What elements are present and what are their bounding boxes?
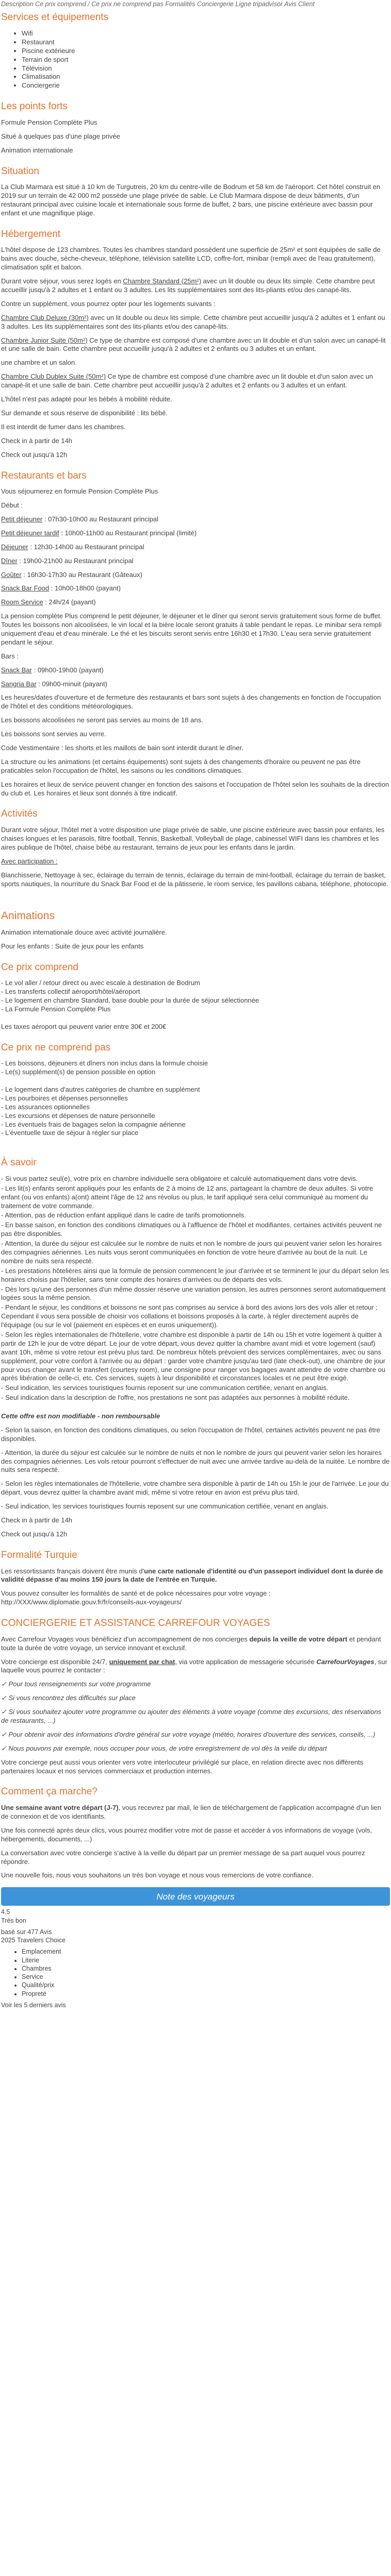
criteria-item: • Chambres	[22, 1964, 390, 1973]
a-savoir-title: À savoir	[1, 1157, 37, 1168]
comment-text	[1, 1804, 390, 1821]
comment-text: Une nouvelle fois, nous vous souhaitons un très bon voyage et nous vous remercions de votre confiance.	[1, 1871, 314, 1879]
bold-text: uniquement par chat	[109, 1657, 175, 1666]
restaurants-text: Code Vestimentaire : les shorts et les maillots de bain sont interdit durant le dîner.	[1, 744, 243, 752]
services-list	[1, 29, 390, 90]
restaurants-text: Les boissons sont servies au verre.	[1, 730, 106, 738]
text: Votre concierge est disponible 24/7,	[1, 1657, 109, 1666]
bar-value: : 09h00-19h00 (payant)	[31, 666, 104, 674]
info-item: - Les lit(s) enfants seront appliqués pour les enfants de 2 à moins de 12 ans, partageant la chambre de deux adultes. Si votre enfant (ou vos enfants) a(ont) atteint l'âge de 12 ans révolus ou plus, le tarif appliqué sera celui communiqué au moment du traitement de votre commande.	[1, 1184, 373, 1210]
restaurants-section	[1, 470, 390, 798]
service-item: • Climatisation	[22, 73, 390, 81]
concierge-bullet: ✓ Si vous souhaitez ajouter votre programme ou ajouter des éléments à votre voyage (comme des excursions, des réservations de restaurants, ...)	[1, 1708, 382, 1724]
bar-label: Snack Bar	[1, 666, 32, 674]
info-item: - Selon les règles internationales de l'hôtellerie, votre chambre sera disponible à partir de 14h ou 15h le jour de l'arrivée. Le jour du départ, vous devrez quitter la chambre avant midi, même si votre retour en avion est prévu plus tard.	[1, 1480, 389, 1497]
formalite-text	[1, 1567, 390, 1585]
service-item: • Piscine extérieure	[22, 47, 390, 56]
concierge-bullet: ✓ Si vous rencontrez des difficultés sur place	[1, 1694, 136, 1702]
services-title: Services et équipements	[1, 12, 109, 23]
bar-label: Sangria Bar	[1, 680, 37, 688]
excluded-item: - Les assurances optionnelles	[1, 1103, 90, 1111]
info-item: - Si vous partez seul(e), votre prix en chambre individuelle sera obligatoire et calculé automatiquement dans votre devis.	[1, 1174, 358, 1182]
situation-section	[1, 165, 390, 218]
room-junior-suite-link[interactable]: Chambre Junior Suite (50m²)	[1, 336, 88, 344]
text: , vous recevrez par mail, le lien de téléchargement de l'application accompagné d'un lien de connexion et de vos identifiants.	[1, 1804, 381, 1821]
concierge-bullets	[1, 1680, 390, 1753]
brand-text: CarrefourVoyages	[316, 1657, 374, 1666]
text: , via votre application de messagerie sécurisée	[175, 1657, 317, 1666]
savoir-list	[1, 1175, 390, 1412]
concierge-bullet: ✓ Pour tous renseignements sur votre programme	[1, 1680, 151, 1688]
checkin-text: Check in à partir de 14h	[1, 1516, 73, 1524]
meal-value: : 16h30-17h30 au Restaurant (Gâteaux)	[21, 570, 142, 579]
situation-title: Situation	[1, 165, 39, 177]
concierge-bullet: ✓ Pour obtenir avoir des informations d'ordre général sur votre voyage (météo, horaires d'ouverture des services, conseils, ...)	[1, 1730, 376, 1738]
meal-value: : 10h00-11h00 au Restaurant principal (limité)	[59, 529, 197, 537]
point-fort: Formule Pension Complète Plus	[1, 118, 97, 126]
activites-text: Blanchisserie, Nettoyage à sec, éclairage du terrain de tennis, éclairage du terrain de mini-football, éclairage du terrain de basket, sports nautiques, la nourriture du Snack Bar Food et de la pâtisserie, le room service, les pavillons cabana, téléphone, photocopie.	[1, 871, 388, 888]
info-item: - Dès lors qu'une des personnes d'un même dossier réserve une variation pension, les autres personnes seront automatiquement logées sous la même pension.	[1, 1285, 386, 1302]
meal-label: Dîner	[1, 556, 18, 565]
excluded-item: - Le(s) supplément(s) de pension possible en option	[1, 1068, 156, 1076]
conciergerie-text: Votre concierge peut aussi vous orienter vers votre interlocuteur privilégié sur place, en relation directe avec nos différents partenaires locaux et nos services commerciaux et production internes.	[1, 1758, 364, 1775]
text: Avec Carrefour Voyages vous bénéficiez d'un accompagnement de nos concierges	[1, 1635, 250, 1643]
formalite-title: Formalité Turquie	[1, 1549, 77, 1561]
excluded-item: - Les éventuels frais de bagages selon la compagnie aérienne	[1, 1120, 186, 1128]
criteria-item: • Qualité/prix	[22, 1981, 390, 1989]
point-fort: Situé à quelques pas d'une plage privée	[1, 132, 120, 140]
comment-text: Une fois connecté après deux clics, vous pourrez modifier votre mot de passe et accéder à vos informations de voyage (vols, hébergements, documents, ...)	[1, 1826, 372, 1843]
text: Ce type de chambre est composé d'une chambre avec un lit double et d'un salon avec un canapé-lit et une salle de bain. Cette chambre peut accueillir jusqu'à 2 adultes et 2 enfants ou 3 adultes et un enfant.	[1, 372, 373, 389]
comment-title: Comment ça marche?	[1, 1786, 97, 1798]
animations-title: Animations	[1, 910, 55, 922]
room-standard-link[interactable]: Chambre Standard (25m²)	[123, 277, 202, 285]
meal-label: Déjeuner	[1, 543, 28, 551]
restaurants-text: Bars :	[1, 652, 19, 660]
excluded-item: - Le logement dans d'autres catégories de chambre en supplément	[1, 1085, 200, 1093]
meal-label: Petit déjeuner tardif	[1, 529, 59, 537]
animations-text: Animation internationale douce avec activité journalière.	[1, 928, 167, 936]
info-item: - Attention, la durée du séjour est calculée sur le nombre de nuits et non le nombre de jours qui peuvent varier selon les horaires des compagnies aériennes. Les vols retour pourront s'effectuer de nuit avec une arrivée tardive au-delà de la nuitée. Le nombre de nuits sera respecté.	[1, 1448, 390, 1474]
meal-label: Petit déjeuner	[1, 515, 43, 523]
criteria-item: • Service	[22, 1973, 390, 1981]
info-item: - Pendant le séjour, les conditions et boissons ne sont pas comprises au service à bord des avions lors des vols aller et retour ; Cependant il vous sera possible de choisir vos collations et boissons proposés à la carte, à régler directement auprès de l'équipage (ou sur le vol (paiement en espèces et en euros uniquement)).	[1, 1303, 378, 1329]
service-item: • Wifi	[22, 29, 390, 38]
hebergement-text	[1, 372, 390, 390]
restaurants-text: La pension complète Plus comprend le petit déjeuner, le déjeuner et le dîner qui seront servis gratuitement sous forme de buffet. Toutes les boissons non alcoolisées, le vin local et la bière locale seront gratuits à table pendant le repas. Le minibar sera rempli uniquement d'eau et d'eau minérale. Le thé et les biscuits seront servis entre 16h30 et 17h30. L'eau sera servie gratuitement pendant le séjour.	[1, 612, 382, 646]
info-item: - Selon les règles internationales de l'hôtellerie, votre chambre est disponible à partir de 14h ou 15h et votre logement à quitter à partir de 12h le jour de votre départ. Le jour de votre départ, vous devez quitter la chambre avant midi et votre logement (sauf) avant 10h, même si votre retour est prévu plus tard. De nombreux hôtels prévoient des services complémentaires, avec ou sans supplément, pour votre confort à l'arrivée ou au départ : garder votre chambre jusqu'au tard (late check-out), une chambre de jour pour vous changer avant le transfert (courtesy room), une consigne pour ranger vos bagages avant attendre de votre chambre ou après libération de celle-ci, etc. Ces services, sujets à leur disponibilité et circonstances locales et ne peut être exigé.	[1, 1331, 386, 1382]
meal-label: Room Service	[1, 598, 43, 606]
formalite-section	[1, 1549, 390, 1607]
tab-navigation[interactable]: Description Ce prix comprend / Ce prix ne comprend pas Formalités Conciergerie Ligne tripadvisor Avis Client	[1, 1, 315, 8]
meal-label: Snack Bar Food	[1, 584, 50, 592]
points-forts-section	[1, 100, 390, 155]
restaurants-text: Vous séjournerez en formule Pension Complète Plus	[1, 487, 158, 496]
restaurants-text: La structure ou les animations (et certains équipements) sont sujets à des changements d'horaire ou peuvent ne pas être praticables selon l'occupation de l'hôtel, les saisons ou les conditions climatiques.	[1, 757, 361, 774]
ne-comprend-list	[1, 1059, 390, 1146]
meal-label: Goûter	[1, 570, 22, 579]
excluded-item: - Les pourboires et dépenses personnelles	[1, 1094, 128, 1102]
comprend-list	[1, 979, 390, 1022]
text: et pendant toute la durée de votre voyage, un service innovant et exclusif.	[1, 1635, 381, 1652]
meal-value: : 24h/24 (payant)	[43, 598, 96, 606]
excluded-item: - Les excursions et dépenses de nature personnelle	[1, 1111, 155, 1120]
included-item: - Les transferts collectif aéroport/hôtel/aéroport	[1, 988, 140, 996]
meal-item	[1, 571, 390, 580]
all-reviews-link[interactable]: Voir les 5 derniers avis	[1, 2001, 66, 2009]
included-item: - Le vol aller / retour direct ou avec escale à destination de Bodrum	[1, 979, 200, 987]
criteria-list	[1, 1947, 390, 1998]
meal-item	[1, 598, 390, 607]
point-fort: Animation internationale	[1, 146, 73, 154]
text: avec un lit double ou deux lits simple. Cette chambre peut accueillir jusqu'à 2 adultes et 1 enfant ou 3 adultes. Les lits supplémentaires sont des lits-pliants et/ou des canapé-lits.	[1, 277, 375, 294]
restaurants-text: Les horaires et lieux de service peuvent changer en fonction des saisons et l'occupation de l'hôtel selon les souhaits de la direction du club et. Les horaires et lieux sont donnés à titre indicatif.	[1, 780, 389, 797]
service-item: • Restaurant	[22, 38, 390, 47]
hebergement-text	[1, 277, 390, 295]
reviews-header	[1, 1887, 390, 1906]
room-dublex-suite-link[interactable]: Chambre Club Dublex Suite (50m²)	[1, 372, 106, 381]
concierge-bullet: ✓ Nous pouvons par exemple, nous occuper pour vous, de votre enregistrement de vol dès la veille du départ	[1, 1744, 327, 1752]
info-item: - Seul indication dans la description de l'offre, nos prestations ne sont pas adaptées aux personnes à mobilité réduite.	[1, 1394, 350, 1402]
bar-item	[1, 666, 390, 675]
criteria-item: • Emplacement	[22, 1947, 390, 1956]
criteria-item: • Literie	[22, 1956, 390, 1964]
activites-section	[1, 808, 390, 888]
text: Les ressortissants français doivent être munis d'	[1, 1567, 144, 1575]
review-count: basé sur 477 Avis	[1, 1928, 52, 1936]
hebergement-text: L'hôtel dispose de 123 chambres. Toutes les chambres standard possèdent une superficie de 25m² et sont équipées de salle de bains avec douche, sèche-cheveux, téléphone, télévision satellite LCD, coffre-fort, minibar (rempli avec de l'eau gratuitement), climatisation split et balcon.	[1, 246, 381, 272]
info-item: - Les prestations hôtelières ainsi que la formule de pension commencent le jour d'arrivée et se terminent le jour du départ selon les horaires choisis par l'hôtelier, sans tenir compte des horaires d'arrivées ou de départs des vols.	[1, 1266, 389, 1283]
meal-value: : 12h30-14h00 au Restaurant principal	[28, 543, 144, 551]
checkout-text: Check out jusqu'à 12h	[1, 450, 68, 459]
service-item: • Terrain de sport	[22, 56, 390, 64]
points-forts-title: Les points forts	[1, 101, 68, 112]
checkout-text: Check out jusqu'à 12h	[1, 1530, 68, 1538]
meal-value: : 19h00-21h00 au Restaurant principal	[17, 556, 134, 565]
restaurants-text: Les heures/dates d'ouverture et de fermeture des restaurants et bars sont sujets à des changements en fonction de l'occupation de l'hôtel et des conditions météorologiques.	[1, 693, 381, 710]
meal-value: : 07h30-10h00 au Restaurant principal	[42, 515, 158, 523]
excluded-item: - L'éventuelle taxe de séjour à régler sur place	[1, 1129, 139, 1137]
review-score: 4.5	[1, 1908, 10, 1916]
info-item: - Seul indication, les services touristiques fournis reposent sur une communication certifiée, venant en anglais.	[1, 1502, 329, 1511]
prix-ne-comprend-section	[1, 1042, 390, 1147]
formalite-link-text[interactable]: Vous pouvez consulter les formalités de santé et de police nécessaires pour votre voyage : http://XXX/www.diplomatie.gouv.fr/fr/conseils-aux-voyageurs/	[1, 1589, 271, 1606]
animations-section	[1, 909, 390, 951]
text: Durant votre séjour, vous serez logés en	[1, 277, 123, 285]
hebergement-text: L'hôtel n'est pas adapté pour les bébés à mobilité réduite.	[1, 395, 172, 403]
conciergerie-title: CONCIERGERIE ET ASSISTANCE CARREFOUR VOYAGES	[1, 1618, 270, 1629]
conciergerie-text	[1, 1658, 390, 1675]
hebergement-text: une chambre et un salon.	[1, 359, 77, 367]
meal-item	[1, 529, 390, 538]
hebergement-title: Hébergement	[1, 228, 61, 240]
service-item: • Télévision	[22, 64, 390, 73]
info-item: - Seul indication, les services touristiques fournis reposent sur une communication certifiée, venant en anglais.	[1, 1384, 329, 1392]
prix-comprend-title: Ce prix comprend	[1, 961, 78, 973]
room-deluxe-link[interactable]: Chambre Club Deluxe (30m²)	[1, 313, 89, 321]
animations-text: Pour les enfants : Suite de jeux pour les enfants	[1, 942, 144, 950]
savoir-list-2	[1, 1426, 390, 1511]
text: , sur laquelle vous pourrez le contacter :	[1, 1657, 387, 1674]
prix-comprend-section	[1, 961, 390, 1031]
hebergement-text	[1, 336, 390, 354]
hebergement-text: Contre un supplément, vous pourrez opter pour les logements suivants :	[1, 299, 216, 308]
reviews-title: Note des voyageurs	[156, 1892, 235, 1902]
text: Ce type de chambre est composé d'une chambre avec un lit double et d'un salon avec un canapé-lit et une salle de bain. Cette chambre peut accueillir jusqu'à 2 adultes et 2 enfants ou 3 adultes et un enfant.	[1, 336, 386, 353]
review-rank: 2025 Travelers Choice	[1, 1937, 66, 1944]
meal-item	[1, 515, 390, 524]
comment-text: La conversation avec votre concierge s'active à la veille du départ par un premier message de sa part auquel vous pourrez répondre.	[1, 1849, 365, 1866]
conciergerie-section	[1, 1617, 390, 1775]
info-item: - En basse saison, en fonction des conditions climatiques ou à l'affluence de l'hôtel et modifiantes, certaines activités peuvent ne pas être disponibles.	[1, 1221, 382, 1238]
conciergerie-text	[1, 1635, 390, 1653]
non-modifiable-text: Cette offre est non modifiable - non remboursable	[1, 1412, 160, 1420]
restaurants-title: Restaurants et bars	[1, 470, 87, 481]
bold-text: depuis la veille de votre départ	[249, 1635, 348, 1643]
activites-text: Durant votre séjour, l'hôtel met à votre disposition une plage privée de sable, une piscine extérieure avec bassin pour enfants, les chaises longues et les parasols, filtre football, Tennis, Basketball, Volleyball de plage, cabinessel WIFI dans les chambres et les aires publique de l'hôtel, chaise bébé au restaurant, terrains de jeux pour les enfants dans le jardin.	[1, 826, 385, 851]
info-item: - Attention, la durée du séjour est calculée sur le nombre de nuits et non le nombre de jours qui peuvent varier selon les horaires des compagnies aériennes. Les nuits vous seront communiquées en fonction de votre heure d'arrivée au bout de la nuit. Le nombre de nuits sera respecté.	[1, 1240, 382, 1265]
prix-ne-comprend-title: Ce prix ne comprend pas	[1, 1042, 111, 1053]
meals-list	[1, 515, 390, 607]
review-label: Très bon	[1, 1917, 26, 1924]
excluded-item: - Les boissons, déjeuners et dîners non inclus dans la formule choisie	[1, 1059, 208, 1067]
bar-value: : 09h00-minuit (payant)	[36, 680, 107, 688]
meal-item	[1, 543, 390, 552]
service-item: • Conciergerie	[22, 81, 390, 90]
info-item: - Selon la saison, en fonction des conditions climatiques, ou selon l'occupation de l'hôtel, certaines activités peuvent ne pas être disponibles.	[1, 1426, 380, 1443]
meal-item	[1, 584, 390, 593]
text: avec un lit double ou deux lits simple. Cette chambre peut accueillir jusqu'à 2 adultes et 1 enfant ou 3 adultes. Les lits supplémentaires sont des lits-pliants et/ou des canapé-lits.	[1, 313, 385, 330]
formalite-bold: une carte nationale d'identité ou d'un passeport individuel dont la durée de validité dépasse d'au moins 150 jours la date de l'entrée en Turquie.	[1, 1567, 383, 1584]
bar-item	[1, 680, 390, 689]
hebergement-text: Il est interdit de fumer dans les chambres.	[1, 422, 126, 431]
bars-list	[1, 666, 390, 689]
hebergement-section	[1, 228, 390, 460]
meal-item	[1, 557, 390, 566]
comment-section	[1, 1786, 390, 1880]
restaurants-text: Début :	[1, 501, 23, 510]
tax-text: Les taxes aéroport qui peuvent varier entre 30€ et 200€	[1, 1022, 167, 1030]
activites-title: Activités	[1, 808, 38, 820]
meal-value: : 10h00-18h00 (payant)	[49, 584, 121, 592]
hebergement-text: Sur demande et sous réserve de disponibilité : lits bébé.	[1, 409, 168, 417]
hebergement-text	[1, 314, 390, 331]
activites-subtitle: Avec participation :	[1, 857, 58, 865]
included-item: - La Formule Pension Complète Plus	[1, 1005, 111, 1013]
bold-text: Une semaine avant votre départ (J-7)	[1, 1804, 119, 1812]
restaurants-text: Les boissons alcoolisées ne seront pas servies au moins de 18 ans.	[1, 716, 203, 724]
info-item: - Attention, pas de réduction enfant appliqué dans le cadre de tarifs promotionnels.	[1, 1211, 246, 1219]
a-savoir-section	[1, 1157, 390, 1539]
included-item: - Le logement en chambre Standard, base double pour la durée de séjour sélectionnée	[1, 996, 259, 1005]
criteria-item: • Propreté	[22, 1990, 390, 1998]
reviews-stats	[1, 1908, 390, 2009]
services-section	[1, 11, 390, 90]
situation-text: La Club Marmara est situé à 10 km de Turgutreis, 20 km du centre-ville de Bodrum et 58 km de l'aéroport. Cet hôtel construit en 2019 sur un terrain de 42 000 m2 possède une plage privée de sable. Le Club Marmara dispose de deux bâtiments, d'un restaurant principal avec cuisine locale et internationale sous forme de buffet, 2 bars, une piscine extérieure avec bassin pour enfant et une magnifique plage.	[1, 183, 381, 217]
checkin-text: Check in à partir de 14h	[1, 436, 73, 445]
